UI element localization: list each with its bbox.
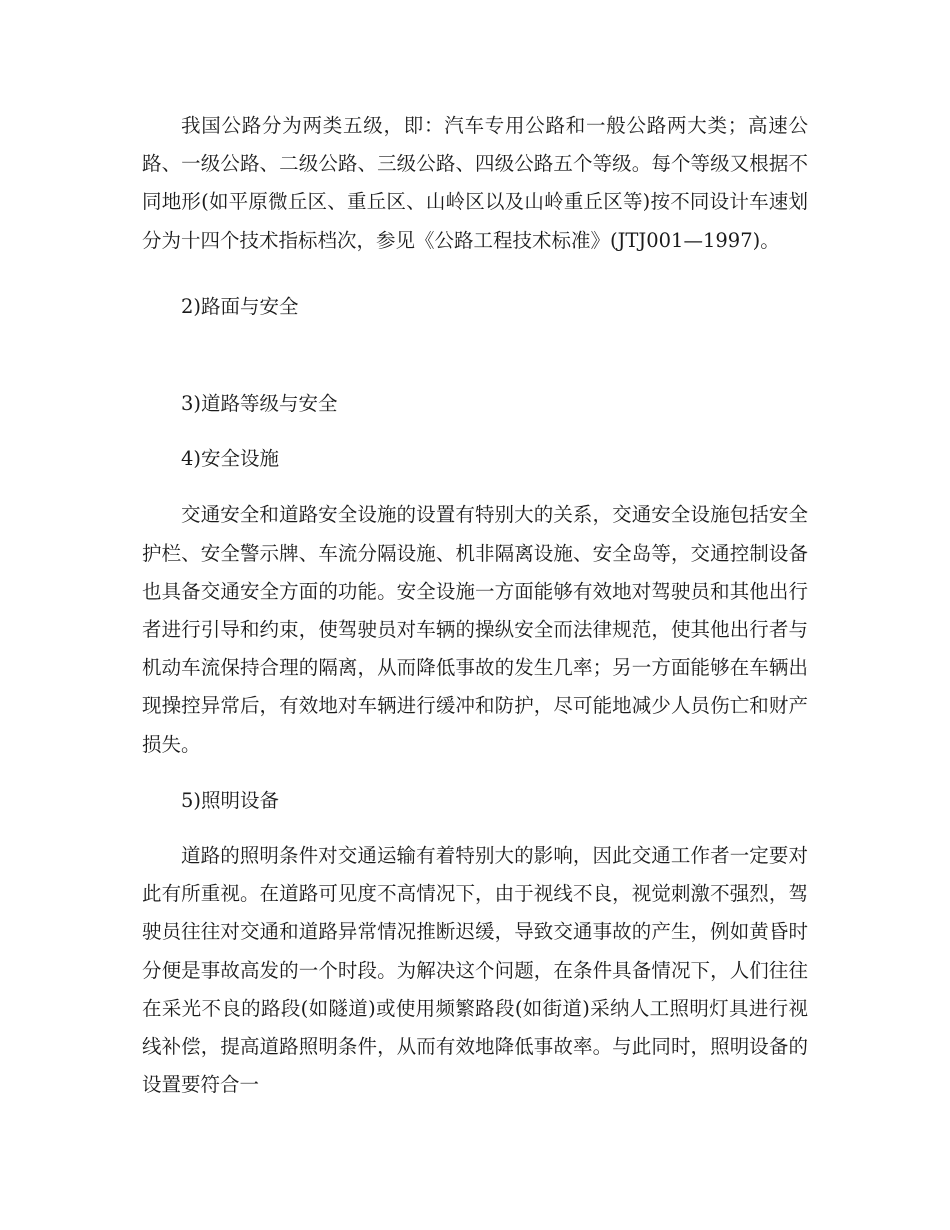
heading-pavement-safety: 2)路面与安全: [181, 294, 299, 318]
paragraph-road-classification: 我国公路分为两类五级，即：汽车专用公路和一般公路两大类；高速公路、一级公路、二级公路、三级公路、四级公路五个等级。每个等级又根据不同地形(如平原微丘区、重丘区、山岭区以及山岭重丘区等)按不同设计车速划分为十四个技术指标档次，参见《公路工程技术标准》(JTJ001—1997)。: [142, 114, 808, 252]
spacer: [142, 260, 808, 288]
heading-safety-facilities: 4)安全设施: [181, 447, 280, 471]
paragraph-safety-facilities: 交通安全和道路安全设施的设置有特别大的关系，交通安全设施包括安全护栏、安全警示牌、车流分隔设施、机非隔离设施、安全岛等，交通控制设备也具备交通安全方面的功能。安全设施一方面能够有效地对驾驶员和其他出行者进行引导和约束，使驾驶员对车辆的操纵安全而法律规范，使其他出行者与机动车流保持合理的隔离，从而降低事故的发生几率；另一方面能够在车辆出现操控异常后，有效地对车辆进行缓冲和防护，尽可能地减少人员伤亡和财产损失。: [142, 503, 808, 756]
document-page: [142, 107, 808, 1104]
spacer: [142, 764, 808, 782]
spacer: [142, 478, 808, 496]
spacer: [142, 820, 808, 837]
heading-road-grade-safety: 3)道路等级与安全: [181, 392, 338, 416]
paragraph-lighting-equipment: 道路的照明条件对交通运输有着特别大的影响，因此交通工作者一定要对此有所重视。在道路可见度不高情况下，由于视线不良，视觉刺激不强烈，驾驶员往往对交通和道路异常情况推断迟缓，导致交通事故的产生，例如黄昏时分便是事故高发的一个时段。为解决这个问题，在条件具备情况下，人们往往在采光不良的路段(如隧道)或使用频繁路段(如街道)采纳人工照明灯具进行视线补偿，提高道路照明条件，从而有效地降低事故率。与此同时，照明设备的设置要符合一: [142, 844, 808, 1097]
spacer: [142, 326, 808, 385]
spacer: [142, 423, 808, 440]
heading-lighting-equipment: 5)照明设备: [181, 788, 280, 812]
